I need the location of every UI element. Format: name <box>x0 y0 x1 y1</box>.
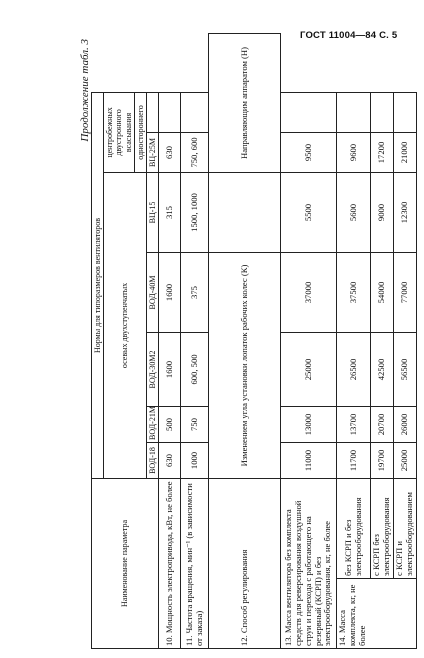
cell: 9000 <box>371 172 394 252</box>
table-row <box>393 34 416 649</box>
cell: 19700 <box>371 442 394 478</box>
page-header: ГОСТ 11004—84 С. 5 <box>300 30 398 41</box>
norms-header: Нормы для типоразмеров вентиляторов <box>92 92 104 478</box>
row-label: 11. Частота вращения, мин⁻¹ (в зависимости от заказа) <box>181 478 209 648</box>
row-sublabel: без КСРП и без электрооборудования <box>337 478 371 578</box>
centrifugal-header: центробежных двустронного всасывания <box>104 92 135 172</box>
row-label: 14. Масса комплекта, кг, не более <box>337 579 417 649</box>
cell: 13000 <box>281 406 337 442</box>
cell: 11700 <box>337 442 371 478</box>
cell: Изменением угла установки лопаток рабочих колес (К) <box>209 252 281 478</box>
cell: 26500 <box>337 332 371 406</box>
model-header: ВОД-18 <box>146 442 158 478</box>
cell: 11000 <box>281 442 337 478</box>
cell: 1600 <box>159 252 181 332</box>
cell: 13700 <box>337 406 371 442</box>
cell: 1600 <box>159 332 181 406</box>
model-header: ВЦ-15 <box>146 172 158 252</box>
model-header: ВОД-40М <box>146 252 158 332</box>
row-label: 13. Масса вентилятора без комплекта средств для реверсирования воздушной струи и перехода с работающего на резервный (КСРП) и без электрооборудования, кг, не более <box>281 478 337 648</box>
cell: 750 <box>181 406 209 442</box>
row-sublabel: с КСРП и электрооборудованием <box>393 478 416 578</box>
cell: 42500 <box>371 332 394 406</box>
cell: 25000 <box>393 442 416 478</box>
cell: 25000 <box>281 332 337 406</box>
cell: 5500 <box>281 172 337 252</box>
model-header: ВЦ-25М <box>146 132 158 172</box>
cell: 17200 <box>371 132 394 172</box>
row-label: 12. Способ регулирования <box>209 478 281 648</box>
table-row <box>159 34 181 649</box>
cell <box>393 92 416 132</box>
cell: 1500, 1000 <box>181 172 209 252</box>
model-header <box>146 92 158 132</box>
cell: 630 <box>159 132 181 172</box>
cell: 600, 500 <box>181 332 209 406</box>
cell: 20700 <box>371 406 394 442</box>
fan-norms-table <box>91 33 417 649</box>
cell: Направляющим аппаратом (Н) <box>209 34 281 173</box>
table-row <box>181 34 209 649</box>
cell: 1000 <box>181 442 209 478</box>
cell: 750, 600 <box>181 132 209 172</box>
cell: 375 <box>181 252 209 332</box>
table-row <box>209 34 281 649</box>
cell: 5600 <box>337 172 371 252</box>
model-header: ВОД-30М2 <box>146 332 158 406</box>
cell: 9500 <box>281 132 337 172</box>
centrifugal-one-header: одностороннего <box>134 92 146 172</box>
cell: 21000 <box>393 132 416 172</box>
cell: 54000 <box>371 252 394 332</box>
cell: 9600 <box>337 132 371 172</box>
cell: 630 <box>159 442 181 478</box>
cell <box>281 92 337 132</box>
cell <box>181 92 209 132</box>
row-sublabel: с КСРП без электрооборудования <box>371 478 394 578</box>
table-row <box>281 34 337 649</box>
cell <box>337 92 371 132</box>
model-header: ВОД-21М <box>146 406 158 442</box>
param-header: Наименование параметра <box>92 478 159 648</box>
cell: 315 <box>159 172 181 252</box>
table-row <box>371 34 394 649</box>
cell <box>159 92 181 132</box>
row-label: 10. Мощность электропривода, кВт, не более <box>159 478 181 648</box>
cell: 26000 <box>393 406 416 442</box>
cell: 500 <box>159 406 181 442</box>
table-continuation-label: Продолжение табл. 3 <box>79 39 91 142</box>
axial-header: осевых двухступенчатых <box>104 172 147 478</box>
cell <box>371 92 394 132</box>
cell: 77000 <box>393 252 416 332</box>
cell: 56500 <box>393 332 416 406</box>
cell: 37500 <box>337 252 371 332</box>
cell: 12300 <box>393 172 416 252</box>
cell <box>209 172 281 252</box>
cell: 37000 <box>281 252 337 332</box>
table-row <box>337 34 371 649</box>
rotated-page <box>77 33 414 649</box>
